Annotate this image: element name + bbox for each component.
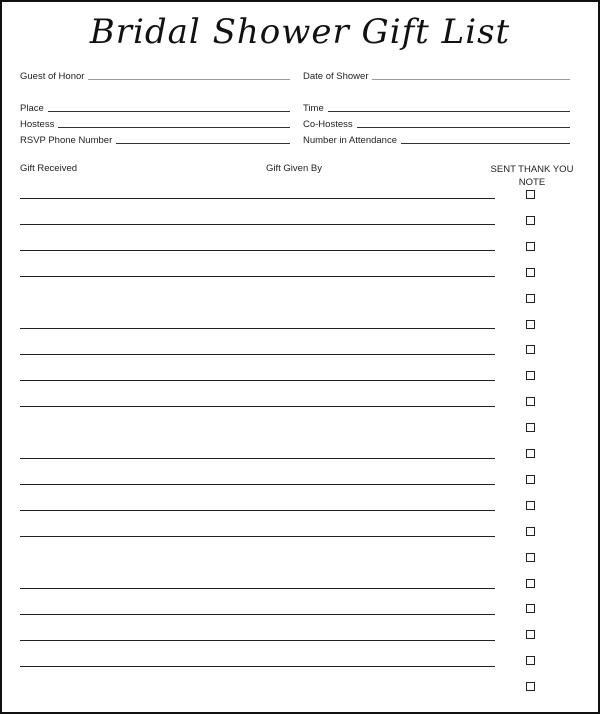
guest-of-honor-line[interactable] [88,79,290,80]
thank-you-checkbox[interactable] [526,630,535,639]
gift-entry-line[interactable] [20,458,495,459]
gift-entry-line[interactable] [20,276,495,277]
date-of-shower-line[interactable] [372,79,570,80]
hostess-field [20,116,290,130]
attendance-line[interactable] [401,143,570,144]
gift-entry-line[interactable] [20,250,495,251]
thank-you-checkbox[interactable] [526,190,535,199]
thank-you-checkbox[interactable] [526,553,535,562]
thank-you-checkbox[interactable] [526,294,535,303]
thank-you-checkbox[interactable] [526,371,535,380]
date-of-shower-field [303,68,570,82]
hostess-label: Hostess [20,119,55,130]
thank-you-checkbox[interactable] [526,501,535,510]
thank-you-header-line1: SENT THANK YOU [490,164,574,175]
thank-you-note-header [486,163,578,189]
gift-entry-line[interactable] [20,614,495,615]
thank-you-checkbox[interactable] [526,449,535,458]
gift-entry-line[interactable] [20,198,495,199]
gift-entry-line[interactable] [20,406,495,407]
hostess-line[interactable] [58,127,290,128]
gift-received-header: Gift Received [20,163,78,174]
gift-given-by-header: Gift Given By [266,163,322,174]
thank-you-checkbox[interactable] [526,216,535,225]
attendance-label: Number in Attendance [303,135,398,146]
rsvp-phone-field [20,132,290,146]
thank-you-checkbox[interactable] [526,682,535,691]
gift-entry-line[interactable] [20,666,495,667]
co-hostess-field [303,116,570,130]
co-hostess-line[interactable] [357,127,570,128]
thank-you-header-line2: NOTE [518,177,546,188]
gift-entry-line[interactable] [20,588,495,589]
place-label: Place [20,103,44,114]
thank-you-checkbox[interactable] [526,604,535,613]
attendance-field [303,132,570,146]
thank-you-checkbox[interactable] [526,268,535,277]
gift-entry-line[interactable] [20,640,495,641]
thank-you-checkbox[interactable] [526,579,535,588]
form-title: Bridal Shower Gift List [89,12,511,52]
gift-entry-line[interactable] [20,536,495,537]
time-line[interactable] [328,111,570,112]
gift-entry-line[interactable] [20,328,495,329]
gift-entry-line[interactable] [20,510,495,511]
rsvp-phone-line[interactable] [116,143,290,144]
thank-you-checkbox[interactable] [526,242,535,251]
gift-entry-line[interactable] [20,224,495,225]
thank-you-checkbox[interactable] [526,656,535,665]
gift-entry-line[interactable] [20,380,495,381]
thank-you-checkbox[interactable] [526,320,535,329]
gift-entry-line[interactable] [20,484,495,485]
place-line[interactable] [48,111,290,112]
thank-you-checkbox[interactable] [526,527,535,536]
time-field [303,100,570,114]
co-hostess-label: Co-Hostess [303,119,353,130]
gift-entry-line[interactable] [20,354,495,355]
guest-of-honor-label: Guest of Honor [20,71,85,82]
rsvp-phone-label: RSVP Phone Number [20,135,113,146]
thank-you-checkbox[interactable] [526,475,535,484]
thank-you-checkbox[interactable] [526,397,535,406]
time-label: Time [303,103,324,114]
guest-of-honor-field [20,68,290,82]
thank-you-checkbox[interactable] [526,345,535,354]
thank-you-checkbox[interactable] [526,423,535,432]
place-field [20,100,290,114]
date-of-shower-label: Date of Shower [303,71,369,82]
